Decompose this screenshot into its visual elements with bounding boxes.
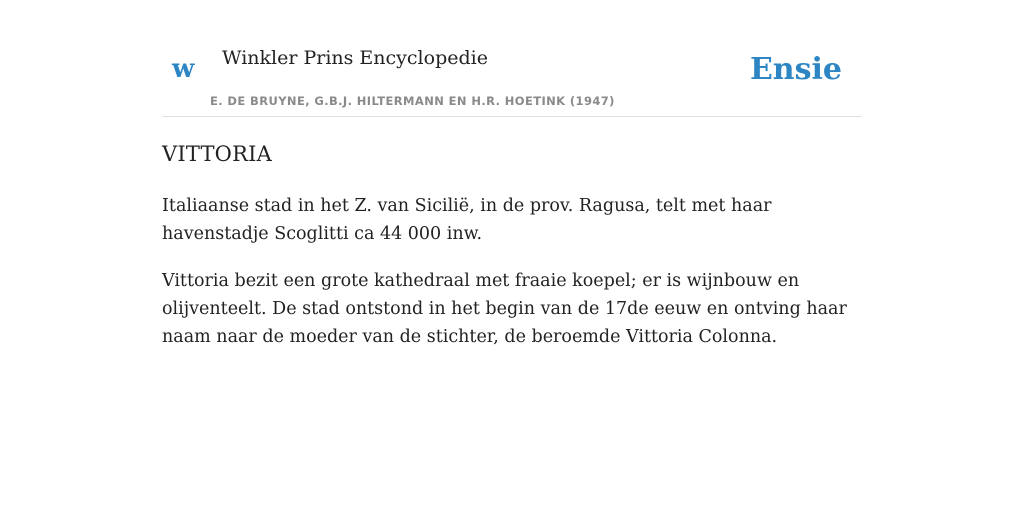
article-paragraph: Vittoria bezit een grote kathedraal met fraaie koepel; er is wijnbouw en olijventeelt. De stad ontstond in het begin van de 17de eeuw en ontving haar naam naar de moeder van de stichter, de beroemde Vittoria Colonna.	[162, 271, 847, 347]
brand-logo[interactable]: Ensie	[749, 52, 842, 87]
header	[162, 0, 862, 117]
article-body	[162, 192, 862, 351]
source-authors: E. DE BRUYNE, G.B.J. HILTERMANN EN H.R. HOETINK (1947)	[210, 94, 615, 108]
source-logo[interactable]: w	[172, 54, 195, 84]
article-title: VITTORIA	[162, 142, 272, 166]
source-title[interactable]: Winkler Prins Encyclopedie	[222, 47, 488, 69]
article-paragraph: Italiaanse stad in het Z. van Sicilië, in de prov. Ragusa, telt met haar havenstadje Scoglitti ca 44 000 inw.	[162, 196, 772, 244]
article	[162, 138, 862, 351]
